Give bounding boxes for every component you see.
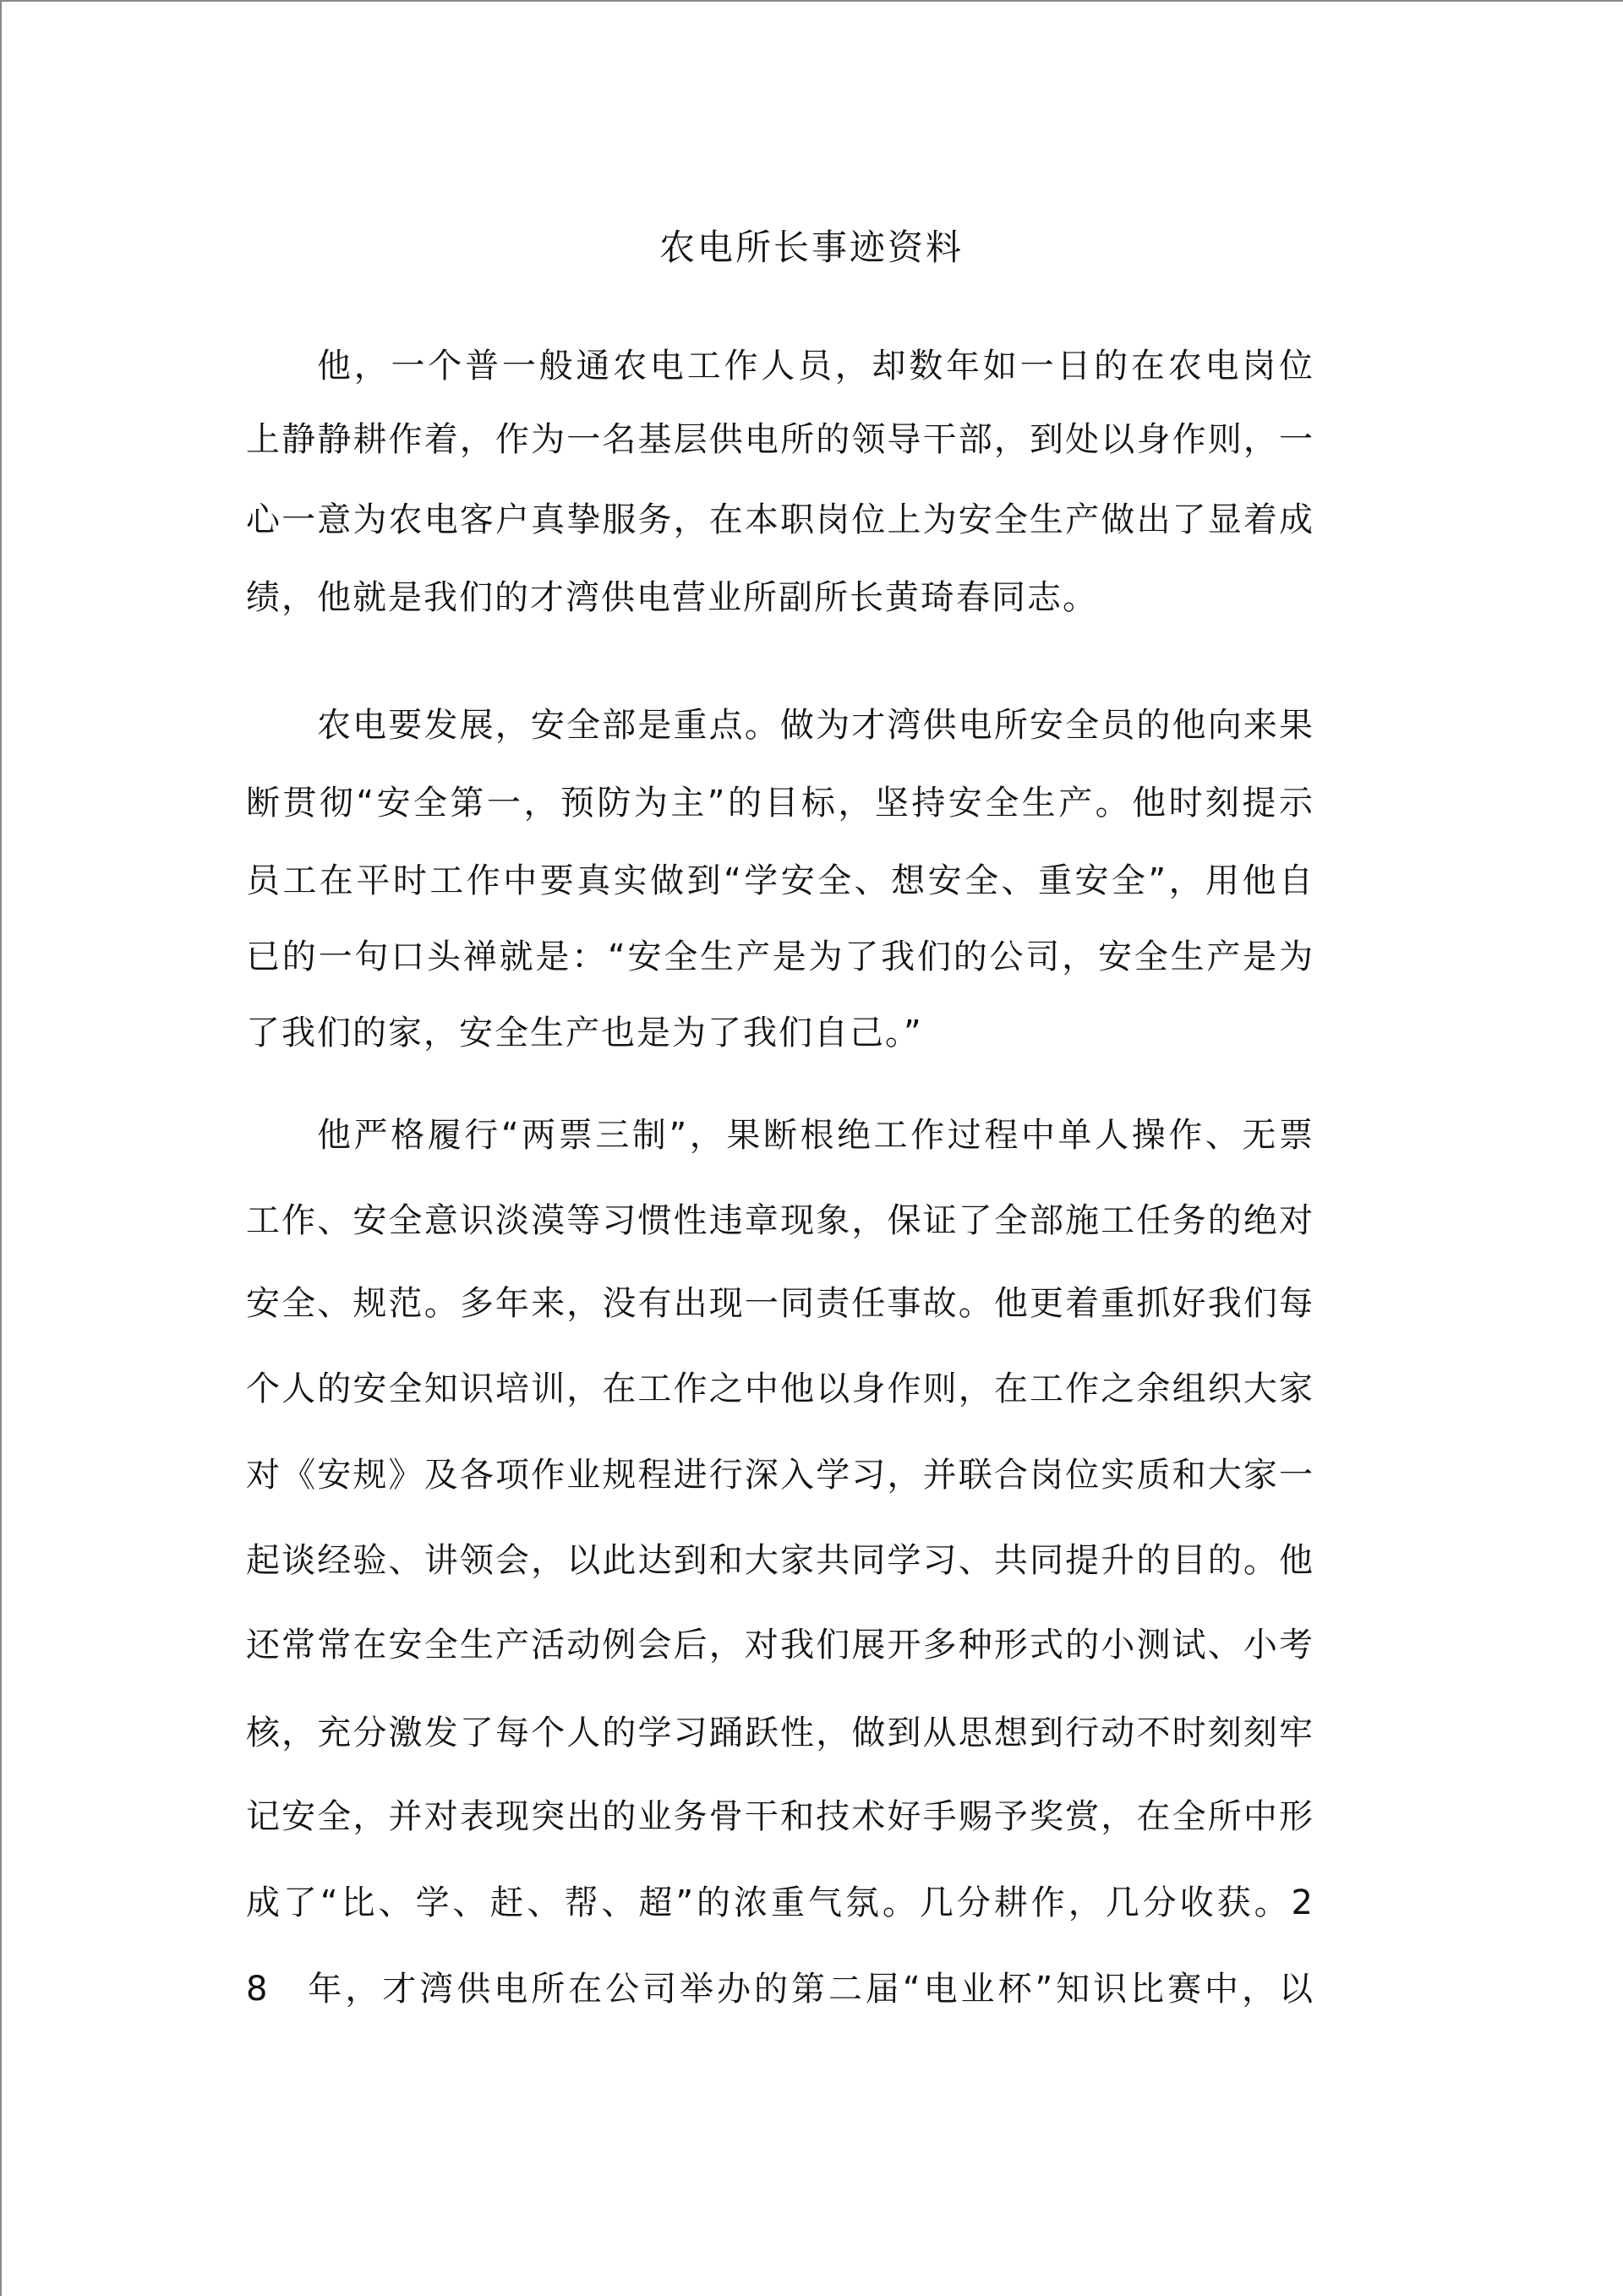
text-line: 工作、安全意识淡漠等习惯性违章现象，保证了全部施工任务的绝对 <box>246 1201 1313 1240</box>
text-line: 对《安规》及各项作业规程进行深入学习，并联合岗位实质和大家一 <box>246 1456 1313 1495</box>
text-line: 8 年，才湾供电所在公司举办的第二届“电业杯”知识比赛中，以 <box>246 1970 1313 2009</box>
text-line: 农电要发展，安全部是重点。做为才湾供电所安全员的他向来果 <box>317 706 1313 745</box>
text-line: 核，充分激发了每个人的学习踊跃性，做到从思想到行动不时刻刻牢 <box>246 1714 1313 1752</box>
text-line: 成了“比、学、赶、帮、超”的浓重气氛。几分耕作，几分收获。2 <box>246 1883 1313 1922</box>
text-line: 心一意为农电客户真挚服务，在本职岗位上为安全生产做出了显着成 <box>246 500 1313 539</box>
text-line: 员工在平时工作中要真实做到“学安全、想安全、重安全”，用他自 <box>246 861 1313 900</box>
text-line: 安全、规范。多年来，没有出现一同责任事故。他更着重抓好我们每 <box>246 1284 1313 1323</box>
document-title: 农电所长事迹资料 <box>658 227 964 268</box>
text-line: 上静静耕作着，作为一名基层供电所的领导干部，到处以身作则，一 <box>246 420 1313 459</box>
text-line: 还常常在安全生产活动例会后，对我们展开多种形式的小测试、小考 <box>246 1626 1313 1665</box>
text-line: 断贯彻“安全第一，预防为主”的目标，坚持安全生产。他时刻提示 <box>246 784 1313 823</box>
text-line: 他严格履行“两票三制”，果断根绝工作过程中单人操作、无票 <box>317 1116 1313 1155</box>
text-line: 了我们的家，安全生产也是为了我们自己。” <box>246 1014 923 1052</box>
text-line: 绩，他就是我们的才湾供电营业所副所长黄琦春同志。 <box>246 578 1098 617</box>
text-line: 记安全，并对表现突出的业务骨干和技术好手赐予奖赏，在全所中形 <box>246 1797 1313 1836</box>
text-line: 他，一个普一般通农电工作人员，却数年如一日的在农电岗位 <box>317 347 1313 385</box>
text-line: 已的一句口头禅就是：“安全生产是为了我们的公司，安全生产是为 <box>246 938 1313 976</box>
text-line: 个人的安全知识培训，在工作之中他以身作则，在工作之余组织大家 <box>246 1369 1313 1408</box>
text-line: 起谈经验、讲领会，以此达到和大家共同学习、共同提升的目的。他 <box>246 1541 1313 1580</box>
